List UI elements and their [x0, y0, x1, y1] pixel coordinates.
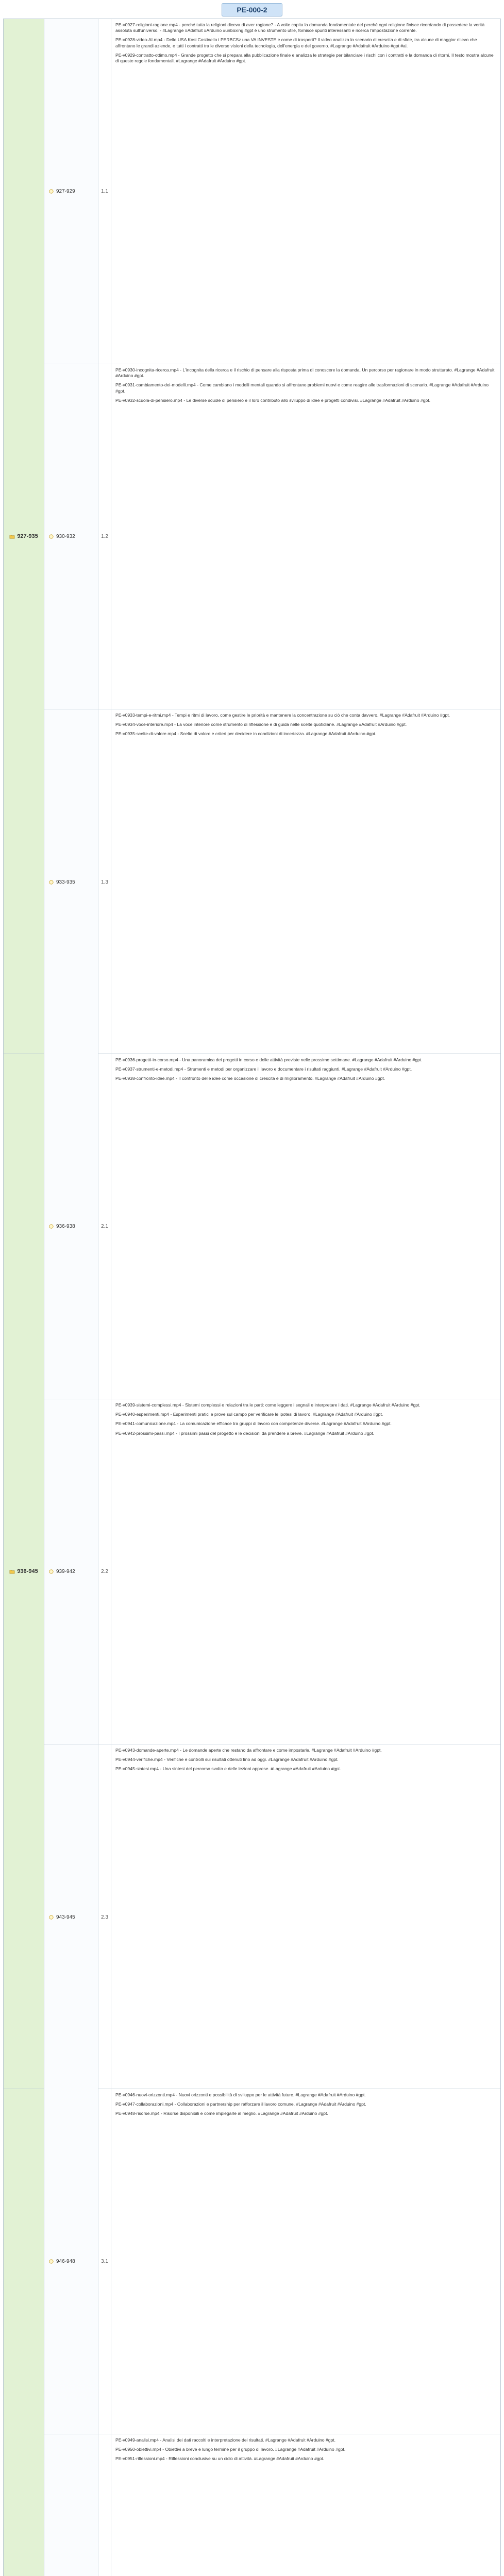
section-label: [4, 1054, 44, 2089]
row-label: [44, 1399, 98, 1744]
row-index: 3.1: [98, 2089, 111, 2434]
row-label-text: 930-932: [56, 534, 75, 539]
row-index: 1.3: [98, 709, 111, 1055]
row-text: [111, 2089, 500, 2434]
row-paragraph: PE-v0949-analisi.mp4 - Analisi dei dati raccolti e interpretazione dei risultati. #Lagrange #Adafruit #Arduino #gpt.: [115, 2437, 336, 2443]
table-row: [44, 2089, 500, 2434]
row-paragraph: PE-v0945-sintesi.mp4 - Una sintesi del percorso svolto e delle lezioni apprese. #Lagrange #Adafruit #Arduino #gpt.: [115, 1766, 341, 1772]
row-paragraph: PE-v0931-cambiamento-dei-modelli.mp4 - Come cambiano i modelli mentali quando si affrontano problemi nuovi e come reagire alle trasformazioni di scenario. #Lagrange #Adafruit #Arduino #gpt.: [115, 382, 489, 394]
circle-icon: [48, 534, 54, 539]
circle-icon: [48, 189, 54, 194]
row-paragraph: PE-v0950-obiettivi.mp4 - Obiettivi a breve e lungo termine per il gruppo di lavoro. #Lagrange #Adafruit #Arduino #gpt.: [115, 2447, 346, 2452]
row-paragraph: PE-v0933-tempi-e-ritmi.mp4 - Tempi e ritmi di lavoro, come gestire le priorità e mantenere la concentrazione su ciò che conta davvero. #Lagrange #Adafruit #Arduino #gpt.: [115, 713, 450, 718]
row-text: [111, 2434, 500, 2576]
section-label: [4, 19, 44, 1054]
section-label-text: 927-935: [17, 533, 38, 539]
row-label: [44, 2089, 98, 2434]
sections-table: [3, 19, 501, 2576]
row-text: [111, 19, 500, 364]
row-label: [44, 1744, 98, 2090]
section-body: [44, 2089, 500, 2576]
row-index: 2.1: [98, 1054, 111, 1399]
row-text: [111, 1744, 500, 2090]
section: [4, 2089, 500, 2576]
table-row: [44, 1399, 500, 1744]
row-label: [44, 1054, 98, 1399]
table-row: [44, 364, 500, 709]
table-row: [44, 1744, 500, 2090]
row-paragraph: PE-v0946-nuovi-orizzonti.mp4 - Nuovi orizzonti e possibilità di sviluppo per le attività future. #Lagrange #Adafruit #Arduino #gpt.: [115, 2092, 366, 2097]
row-index: 2.3: [98, 1744, 111, 2090]
folder-icon: [9, 1569, 15, 1574]
row-paragraph: PE-v0936-progetti-in-corso.mp4 - Una panoramica dei progetti in corso e delle attività previste nelle prossime settimane. #Lagrange #Adafruit #Arduino #gpt.: [115, 1057, 423, 1062]
table-row: [44, 1054, 500, 1399]
row-label-text: 943-945: [56, 1914, 75, 1920]
row-paragraph: PE-v0929-contratto-ottimo.mp4 - Grande progetto che si prepara alla pubblicazione finale e analizza le strategie per bilanciare i rischi con i contratti e la domanda di ritorni. Il testo mostra alcune di queste regole fondamentali. #Lagrange #Adafruit #Arduino #gpt.: [115, 52, 494, 64]
row-text: [111, 1399, 500, 1744]
row-paragraph: PE-v0942-prossimi-passi.mp4 - I prossimi passi del progetto e le decisioni da prendere a breve. #Lagrange #Adafruit #Arduino #gpt.: [115, 1430, 375, 1436]
row-label-text: 936-938: [56, 1224, 75, 1229]
circle-icon: [48, 2259, 54, 2264]
table-row: [44, 709, 500, 1055]
row-paragraph: PE-v0941-comunicazione.mp4 - La comunicazione efficace tra gruppi di lavoro con competenze diverse. #Lagrange #Adafruit #Arduino #gpt.: [115, 1421, 392, 1427]
table-row: [44, 2434, 500, 2576]
row-label-text: 927-929: [56, 189, 75, 194]
section-body: [44, 1054, 500, 2089]
section-body: [44, 19, 500, 1054]
row-label: [44, 709, 98, 1055]
row-paragraph: PE-v0927-religioni-ragione.mp4 - perché tutta la religioni diceva di aver ragione? - A volte capita la domanda fondamentale del perché ogni religione finisce ricordando di possedere la verità assoluta sull'universo. - #Lagrange #Adafruit #Arduino #unboxing #gpt è uno strumento utile, fornisce spunti interessanti e ricerca l'impostazione corrente.: [115, 22, 485, 33]
row-text: [111, 1054, 500, 1399]
row-label-text: 933-935: [56, 879, 75, 885]
row-paragraph: PE-v0939-sistemi-complessi.mp4 - Sistemi complessi e relazioni tra le parti: come leggere i segnali e interpretare i dati. #Lagrange #Adafruit #Arduino #gpt.: [115, 1402, 421, 1408]
row-paragraph: PE-v0938-confronto-idee.mp4 - Il confronto delle idee come occasione di crescita e di miglioramento. #Lagrange #Adafruit #Arduino #gpt.: [115, 1076, 385, 1081]
row-paragraph: PE-v0943-domande-aperte.mp4 - Le domande aperte che restano da affrontare e come impostarle. #Lagrange #Adafruit #Arduino #gpt.: [115, 1748, 382, 1753]
row-paragraph: PE-v0948-risorse.mp4 - Risorse disponibili e come impiegarle al meglio. #Lagrange #Adafruit #Arduino #gpt.: [115, 2111, 328, 2116]
row-label: [44, 364, 98, 709]
row-index: 1.2: [98, 364, 111, 709]
row-paragraph: PE-v0951-riflessioni.mp4 - Riflessioni conclusive su un ciclo di attività. #Lagrange #Adafruit #Arduino #gpt.: [115, 2456, 325, 2462]
row-label: [44, 19, 98, 364]
section-label-text: 936-945: [17, 1568, 38, 1574]
row-label: [44, 2434, 98, 2576]
row-paragraph: PE-v0928-video-AI.mp4 - Delle USA Kosi Costinello i PERBCSz una VA INVESTE e come di trasporti? Il video analizza lo scenario di crescita e di sfide, tra alcune di maggior rilievo che affrontano le grandi aziende, e tutti i contratti tra le diverse visioni della tecnologia, dell'energia e del governo. #Lagrange #Adafruit #Arduino #gpt #ai.: [115, 37, 477, 48]
table-row: [44, 19, 500, 364]
row-paragraph: PE-v0930-incognita-ricerca.mp4 - L'incognita della ricerca e il rischio di pensare alla risposta prima di conoscere la domanda. Un percorso per ragionare in modo strutturato. #Lagrange #Adafruit #Arduino #gpt.: [115, 367, 495, 379]
row-index: 1.1: [98, 19, 111, 364]
row-paragraph: PE-v0940-esperimenti.mp4 - Esperimenti pratici e prove sul campo per verificare le ipotesi di lavoro. #Lagrange #Adafruit #Arduino #gpt.: [115, 1412, 383, 1417]
circle-icon: [48, 879, 54, 885]
row-index: [98, 2434, 111, 2576]
row-label-text: 939-942: [56, 1569, 75, 1574]
row-text: [111, 709, 500, 1055]
row-label-text: 946-948: [56, 2259, 75, 2264]
header: [0, 3, 504, 16]
section: [4, 1054, 500, 2089]
row-paragraph: PE-v0937-strumenti-e-metodi.mp4 - Strumenti e metodi per organizzare il lavoro e documentare i risultati raggiunti. #Lagrange #Adafruit #Arduino #gpt.: [115, 1066, 412, 1072]
section: [4, 19, 500, 1054]
row-text: [111, 364, 500, 709]
row-paragraph: PE-v0934-voce-interiore.mp4 - La voce interiore come strumento di riflessione e di guida nelle scelte quotidiane. #Lagrange #Adafruit #Arduino #gpt.: [115, 722, 407, 727]
page-title: PE-000-2: [222, 3, 282, 16]
circle-icon: [48, 1569, 54, 1574]
circle-icon: [48, 1914, 54, 1920]
row-paragraph: PE-v0944-verifiche.mp4 - Verifiche e controlli sui risultati ottenuti fino ad oggi. #Lagrange #Adafruit #Arduino #gpt.: [115, 1757, 339, 1762]
row-paragraph: PE-v0935-scelte-di-valore.mp4 - Scelte di valore e criteri per decidere in condizioni di incertezza. #Lagrange #Adafruit #Arduino #gpt.: [115, 731, 377, 737]
folder-icon: [9, 534, 15, 539]
row-paragraph: PE-v0947-collaborazioni.mp4 - Collaborazioni e partnership per rafforzare il lavoro comune. #Lagrange #Adafruit #Arduino #gpt.: [115, 2102, 366, 2107]
row-index: 2.2: [98, 1399, 111, 1744]
section-label: [4, 2089, 44, 2576]
row-paragraph: PE-v0932-scuola-di-pensiero.mp4 - Le diverse scuole di pensiero e il loro contributo allo sviluppo di idee e progetti condivisi. #Lagrange #Adafruit #Arduino #gpt.: [115, 397, 430, 403]
circle-icon: [48, 1224, 54, 1229]
